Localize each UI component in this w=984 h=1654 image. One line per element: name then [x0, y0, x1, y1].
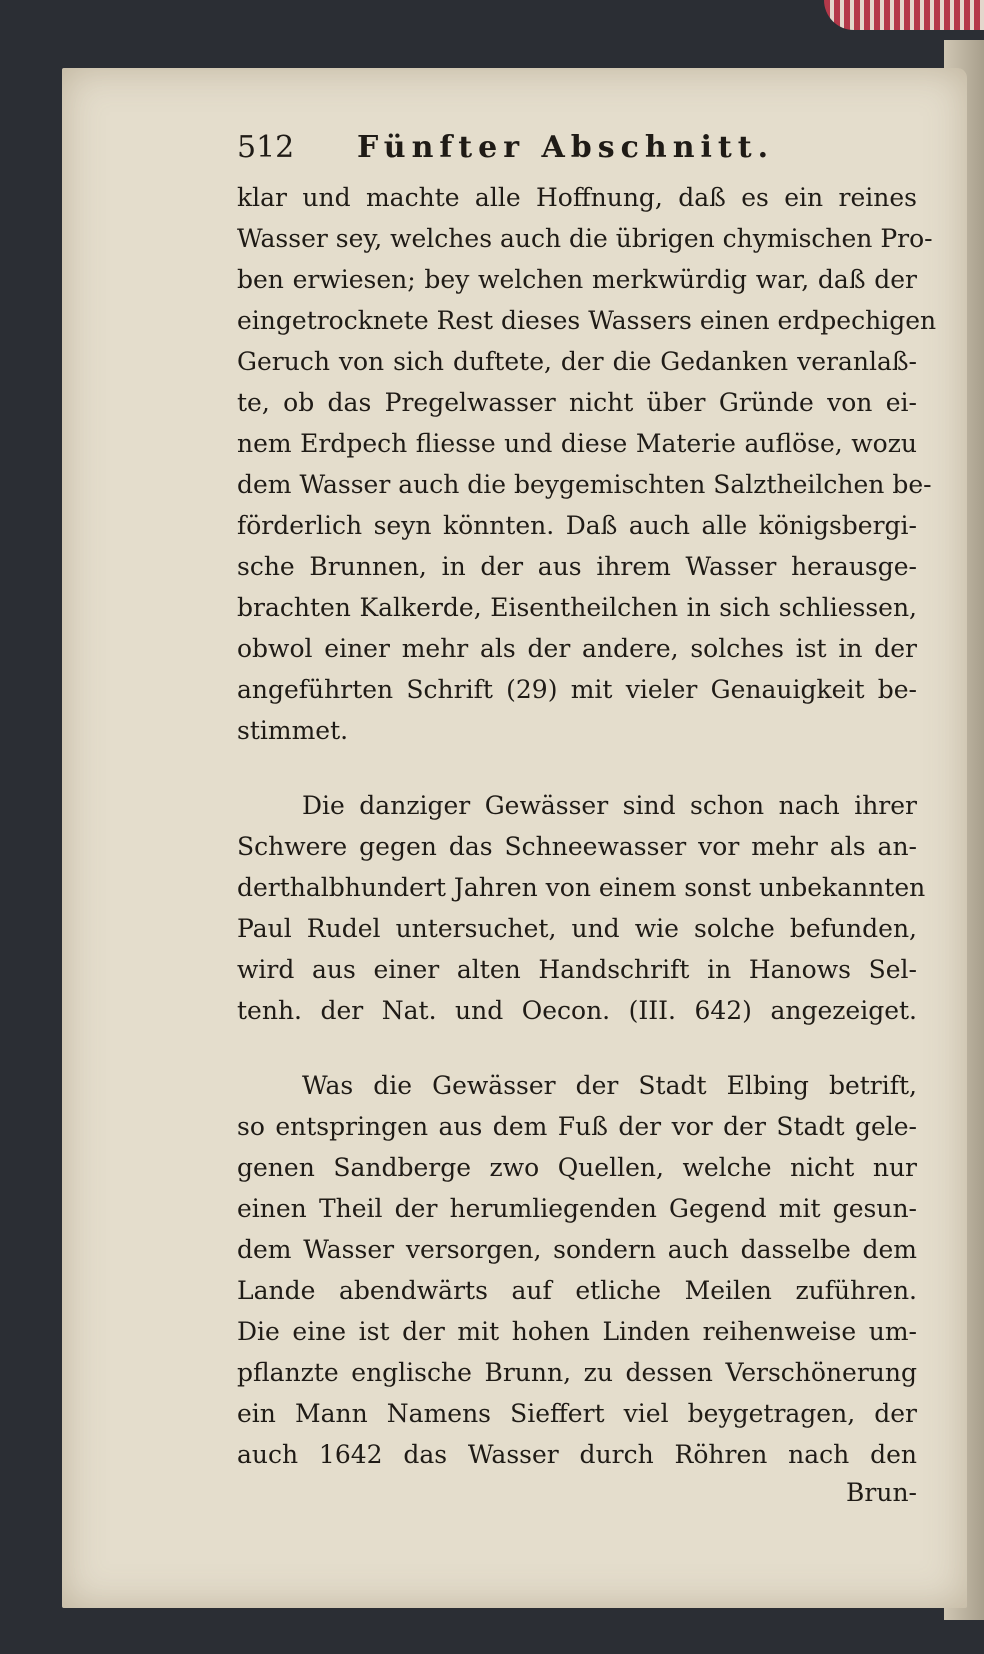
text-line: förderlich seyn könnten. Daß auch alle königsbergi- [237, 511, 917, 540]
text-line: auch 1642 das Wasser durch Röhren nach den [237, 1440, 917, 1469]
text-line: dem Wasser auch die beygemischten Salztheilchen be- [237, 470, 932, 499]
text-line: Geruch von sich duftete, der die Gedanken veranlaß- [237, 347, 917, 376]
running-title: Fünfter Abschnitt. [357, 130, 775, 165]
text-line: stimmet. [237, 716, 349, 745]
text-line: einen Theil der herumliegenden Gegend mit gesun- [237, 1194, 917, 1223]
text-line: klar und machte alle Hoffnung, daß es ein reines [237, 183, 917, 212]
text-line: Schwere gegen das Schneewasser vor mehr als an- [237, 832, 917, 861]
catchword: Brun- [846, 1478, 917, 1507]
text-line: obwol einer mehr als der andere, solches ist in der [237, 634, 917, 663]
text-line: so entspringen aus dem Fuß der vor der Stadt gele- [237, 1112, 917, 1141]
text-line: Wasser sey, welches auch die übrigen chymischen Pro- [237, 224, 933, 253]
text-line: Paul Rudel untersuchet, und wie solche befunden, [237, 914, 917, 943]
text-line: pflanzte englische Brunn, zu dessen Verschönerung [237, 1358, 917, 1387]
bookmark-ribbon [824, 0, 984, 30]
text-line: genen Sandberge zwo Quellen, welche nicht nur [237, 1153, 917, 1182]
text-line: angeführten Schrift (29) mit vieler Genauigkeit be- [237, 675, 917, 704]
text-line: ben erwiesen; bey welchen merkwürdig war, daß der [237, 265, 917, 294]
text-line: nem Erdpech fliesse und diese Materie auflöse, wozu [237, 429, 917, 458]
page-number: 512 [237, 130, 295, 165]
text-line: brachten Kalkerde, Eisentheilchen in sich schliessen, [237, 593, 917, 622]
running-header [237, 130, 917, 165]
text-line: wird aus einer alten Handschrift in Hanows Sel- [237, 955, 917, 984]
page-text [237, 130, 937, 1511]
body-text [237, 177, 937, 1475]
text-line: Was die Gewässer der Stadt Elbing betrift, [302, 1071, 917, 1100]
text-line: ein Mann Namens Sieffert viel beygetragen, der [237, 1399, 917, 1428]
text-line: tenh. der Nat. und Oecon. (III. 642) angezeiget. [237, 996, 917, 1025]
text-line: Die eine ist der mit hohen Linden reihenweise um- [237, 1317, 917, 1346]
text-line: te, ob das Pregelwasser nicht über Gründe von ei- [237, 388, 917, 417]
paragraph [237, 785, 926, 1031]
paragraph [237, 177, 937, 751]
text-line: Die danziger Gewässer sind schon nach ihrer [302, 791, 917, 820]
text-line: eingetrocknete Rest dieses Wassers einen erdpechigen [237, 306, 937, 335]
text-line: sche Brunnen, in der aus ihrem Wasser herausge- [237, 552, 917, 581]
paragraph [237, 1065, 917, 1475]
text-line: dem Wasser versorgen, sondern auch dasselbe dem [237, 1235, 917, 1264]
text-line: Lande abendwärts auf etliche Meilen zuführen. [237, 1276, 917, 1305]
text-line: derthalbhundert Jahren von einem sonst unbekannten [237, 873, 926, 902]
